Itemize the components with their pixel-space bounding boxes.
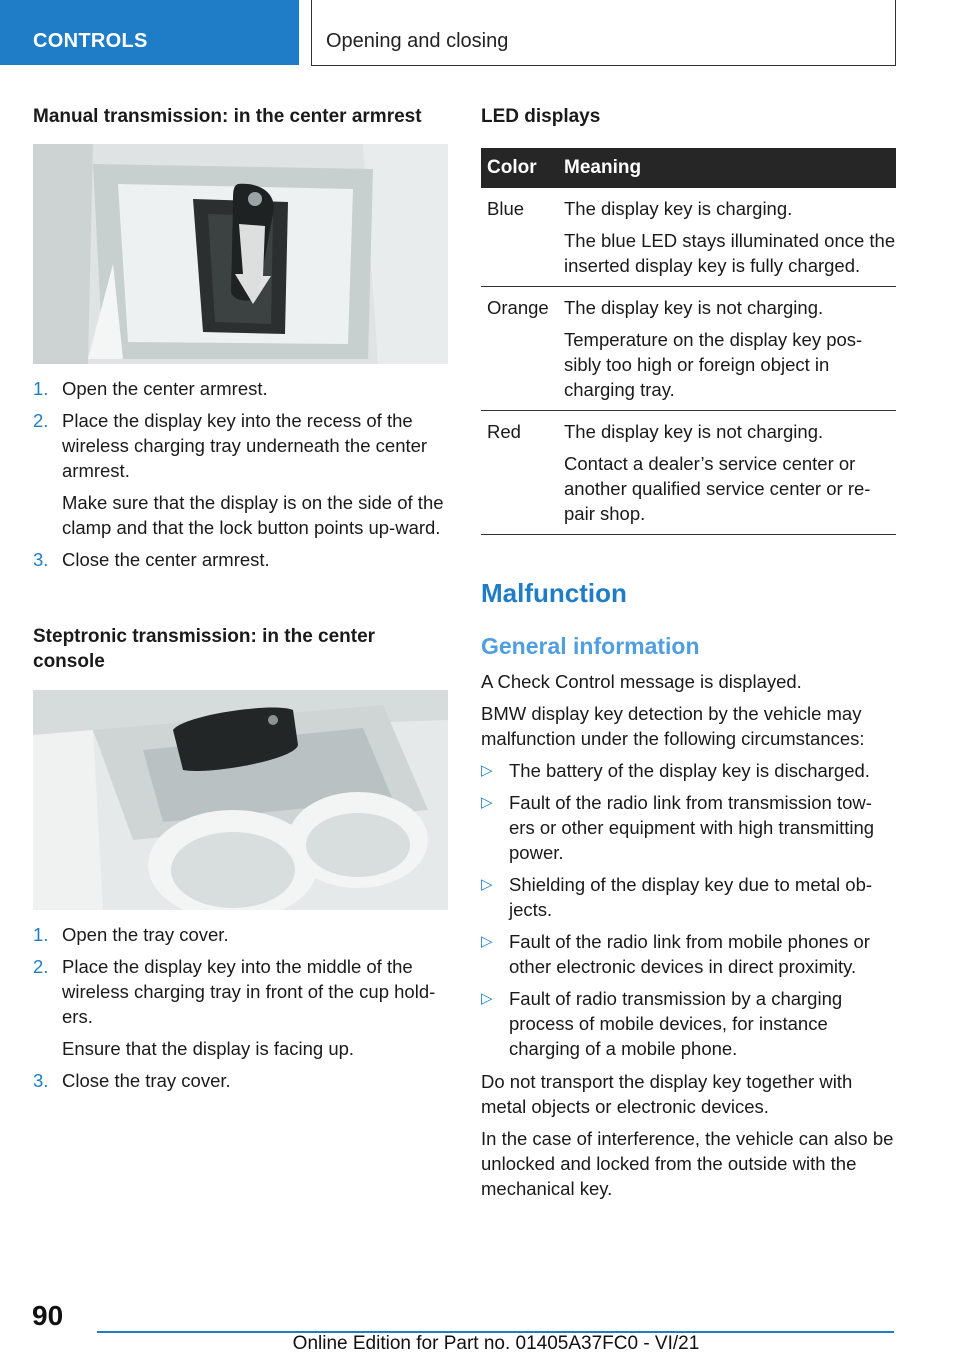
led-color-cell: Orange xyxy=(481,287,556,411)
outro-paragraph-1: Do not transport the display key together with metal objects or electronic devices. xyxy=(481,1071,853,1117)
list-item: 2. Place the display key into the middle of the wireless charging tray in front of the cup hold-ers. Ensure that the display is facing up. xyxy=(33,956,436,1059)
footer-edition-text: Online Edition for Part no. 01405A37FC0 - VI/21 xyxy=(292,1333,700,1354)
triangle-bullet-icon: ▷ xyxy=(481,762,493,779)
list-item: ▷ Fault of the radio link from transmission tow-ers or other equipment with high transmitting power. xyxy=(481,792,875,863)
led-meaning-cell: The display key is charging. The blue LED stays illuminated once the inserted display key is fully charged. xyxy=(556,188,896,287)
column-header-color: Color xyxy=(481,148,556,188)
general-information-heading: General information xyxy=(481,633,700,659)
header-chapter-box xyxy=(311,0,896,66)
led-color-cell: Blue xyxy=(481,188,556,287)
center-console-photo xyxy=(33,690,448,910)
chapter-title: Opening and closing xyxy=(326,30,509,52)
led-displays-heading: LED displays xyxy=(481,106,601,127)
list-item: ▷ The battery of the display key is discharged. xyxy=(481,760,870,781)
manual-steps-list xyxy=(33,376,448,579)
steptronic-steps-list xyxy=(33,922,448,1100)
led-color-cell: Red xyxy=(481,411,556,535)
list-item: ▷ Fault of radio transmission by a charging process of mobile devices, for instance charging of a mobile phone. xyxy=(481,988,843,1059)
malfunction-heading: Malfunction xyxy=(481,578,627,608)
column-header-meaning: Meaning xyxy=(556,148,896,188)
list-item: 1. Open the tray cover. xyxy=(33,924,229,945)
table-row xyxy=(481,188,896,287)
section-title: CONTROLS xyxy=(33,30,148,52)
list-item: 3. Close the center armrest. xyxy=(33,549,270,570)
manual-transmission-heading: Manual transmission: in the center armrest xyxy=(33,106,422,127)
list-item: ▷ Fault of the radio link from mobile phones or other electronic devices in direct proximity. xyxy=(481,931,870,977)
table-header-row xyxy=(481,148,896,188)
intro-paragraph-2: BMW display key detection by the vehicle may malfunction under the following circumstances: xyxy=(481,703,865,749)
list-item: 2. Place the display key into the recess of the wireless charging tray underneath the center armrest. Make sure that the display is on the side of the clamp and that the lock button points up-ward. xyxy=(33,410,444,538)
led-meaning-cell: The display key is not charging. Temperature on the display key pos-sibly too high or foreign object in charging tray. xyxy=(556,287,896,411)
page-number: 90 xyxy=(32,1300,64,1331)
malfunction-bullet-list xyxy=(481,758,896,1068)
header-section-tab xyxy=(0,0,299,65)
list-item: 1. Open the center armrest. xyxy=(33,378,268,399)
table-row xyxy=(481,287,896,411)
table-row xyxy=(481,411,896,535)
led-meaning-cell: The display key is not charging. Contact a dealer’s service center or another qualified service center or re-pair shop. xyxy=(556,411,896,535)
triangle-bullet-icon: ▷ xyxy=(481,933,493,950)
list-item: ▷ Shielding of the display key due to metal ob-jects. xyxy=(481,874,873,920)
intro-paragraph-1: A Check Control message is displayed. xyxy=(481,671,802,692)
led-table xyxy=(481,148,896,535)
triangle-bullet-icon: ▷ xyxy=(481,794,493,811)
armrest-photo xyxy=(33,144,448,364)
outro-paragraph-2: In the case of interference, the vehicle can also be unlocked and locked from the outside with the mechanical key. xyxy=(481,1128,894,1199)
list-item: 3. Close the tray cover. xyxy=(33,1070,231,1091)
triangle-bullet-icon: ▷ xyxy=(481,990,493,1007)
steptronic-heading: Steptronic transmission: in the center console xyxy=(33,626,376,672)
triangle-bullet-icon: ▷ xyxy=(481,876,493,893)
